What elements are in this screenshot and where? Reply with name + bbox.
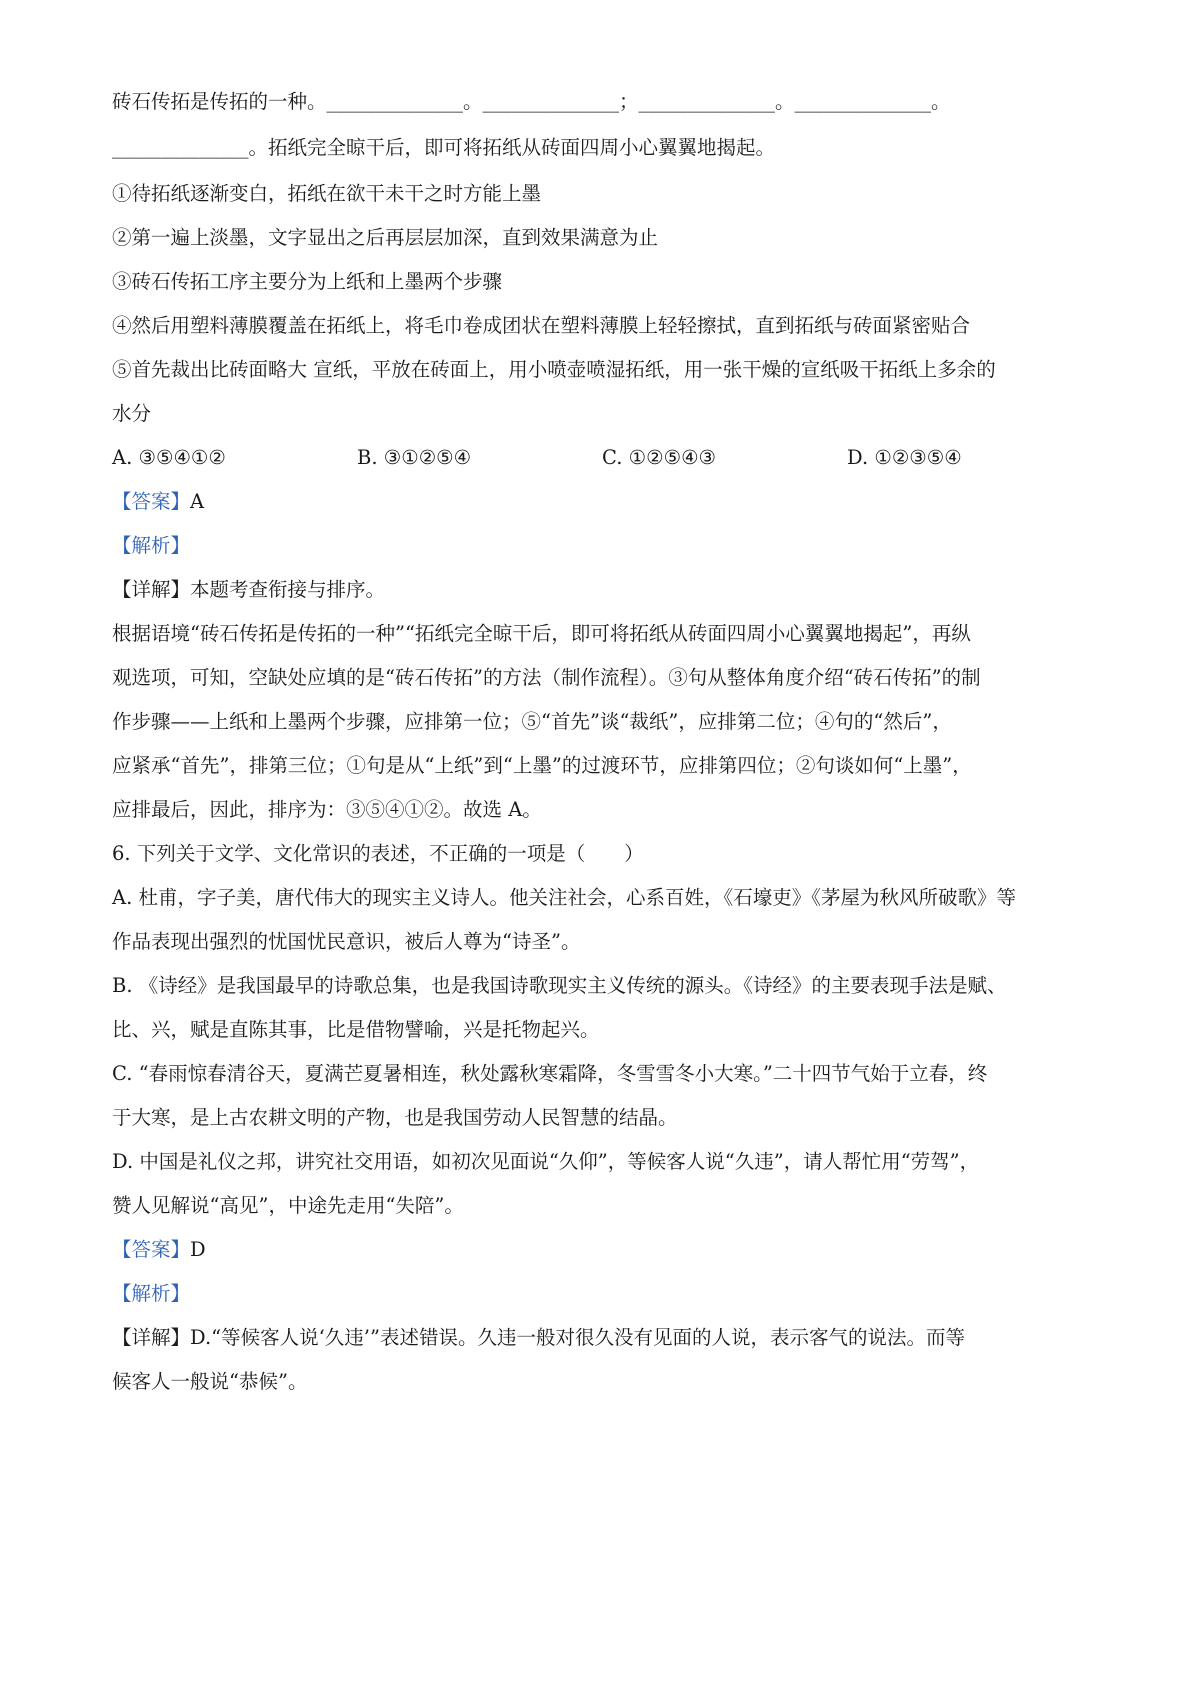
q5-analysis [112, 532, 190, 560]
q6-answer [112, 1236, 206, 1264]
q5-detail-line-4: 应紧承“首先”，排第三位；①句是从“上纸”到“上墨”的过渡环节，应排第四位；②句谈如何“上墨”， [112, 754, 972, 777]
q5-detail-line-5: 应排最后，因此，排序为：③⑤④①②。故选 A。 [112, 798, 542, 821]
sentence-1: ①待拓纸逐渐变白，拓纸在欲干未干之时方能上墨 [112, 182, 542, 205]
q5-detail-head: 【详解】本题考查衔接与排序。 [112, 578, 386, 601]
q6-option-a-line-1: A. 杜甫，字子美，唐代伟大的现实主义诗人。他关注社会，心系百姓，《石壕吏》《茅屋为秋风所破歌》等 [112, 886, 1016, 909]
analysis-tag: 【解析】 [112, 534, 191, 557]
q6-option-b-line-1: B. 《诗经》是我国最早的诗歌总集，也是我国诗歌现实主义传统的源头。《诗经》的主要表现手法是赋、 [112, 974, 1007, 997]
q5-options [112, 444, 1097, 472]
q5-detail-line-1: 根据语境“砖石传拓是传拓的一种”“拓纸完全晾干后，即可将拓纸从砖面四周小心翼翼地揭起”，再纵 [112, 622, 971, 645]
sentence-5-cont: 水分 [112, 402, 152, 425]
answer-value: D [190, 1238, 206, 1261]
sentence-2: ②第一遍上淡墨，文字显出之后再层层加深，直到效果满意为止 [112, 226, 659, 249]
q5-detail-line-2: 观选项，可知，空缺处应填的是“砖石传拓”的方法（制作流程）。③句从整体角度介绍“砖石传拓”的制 [112, 666, 981, 689]
answer-tag: 【答案】 [112, 490, 191, 513]
q6-option-c-line-2: 于大寒，是上古农耕文明的产物，也是我国劳动人民智慧的结晶。 [112, 1106, 678, 1129]
q6-option-a-line-2: 作品表现出强烈的忧国忧民意识，被后人尊为“诗圣”。 [112, 930, 581, 953]
q6-stem: 6. 下列关于文学、文化常识的表述，不正确的一项是（ ） [112, 842, 644, 865]
sentence-5: ⑤首先裁出比砖面略大 宣纸，平放在砖面上，用小喷壶喷湿拓纸，用一张干燥的宣纸吸干拓纸上多余的 [112, 358, 996, 381]
fill-in-line-1: 砖石传拓是传拓的一种。______________。______________；______________。______________。 [112, 90, 951, 113]
q6-detail-line-2: 候客人一般说“恭候”。 [112, 1370, 308, 1393]
q5-option-b: B. ③①②⑤④ [357, 446, 472, 469]
q6-detail-line-1: 【详解】D.“等候客人说‘久违’”表述错误。久违一般对很久没有见面的人说，表示客气的说法。而等 [112, 1326, 965, 1349]
answer-tag: 【答案】 [112, 1238, 191, 1261]
fill-in-line-2: ______________。拓纸完全晾干后，即可将拓纸从砖面四周小心翼翼地揭起。 [112, 136, 776, 159]
q6-option-b-line-2: 比、兴，赋是直陈其事，比是借物譬喻，兴是托物起兴。 [112, 1018, 600, 1041]
q5-option-d: D. ①②③⑤④ [847, 446, 962, 469]
q6-option-d-line-1: D. 中国是礼仪之邦，讲究社交用语，如初次见面说“久仰”，等候客人说“久违”，请人帮忙用“劳驾”， [112, 1150, 980, 1173]
q5-option-c: C. ①②⑤④③ [602, 446, 717, 469]
q5-option-a: A. ③⑤④①② [112, 446, 226, 469]
analysis-tag: 【解析】 [112, 1282, 191, 1305]
answer-value: A [190, 490, 205, 513]
q5-detail-line-3: 作步骤——上纸和上墨两个步骤，应排第一位；⑤“首先”谈“裁纸”，应排第二位；④句的“然后”， [112, 710, 952, 733]
q6-option-d-line-2: 赞人见解说“高见”，中途先走用“失陪”。 [112, 1194, 464, 1217]
q5-answer [112, 488, 204, 516]
q6-option-c-line-1: C. “春雨惊春清谷天，夏满芒夏暑相连，秋处露秋寒霜降，冬雪雪冬小大寒。”二十四节气始于立春，终 [112, 1062, 988, 1085]
sentence-3: ③砖石传拓工序主要分为上纸和上墨两个步骤 [112, 270, 503, 293]
sentence-4: ④然后用塑料薄膜覆盖在拓纸上，将毛巾卷成团状在塑料薄膜上轻轻擦拭，直到拓纸与砖面紧密贴合 [112, 314, 971, 337]
q6-analysis [112, 1280, 190, 1308]
